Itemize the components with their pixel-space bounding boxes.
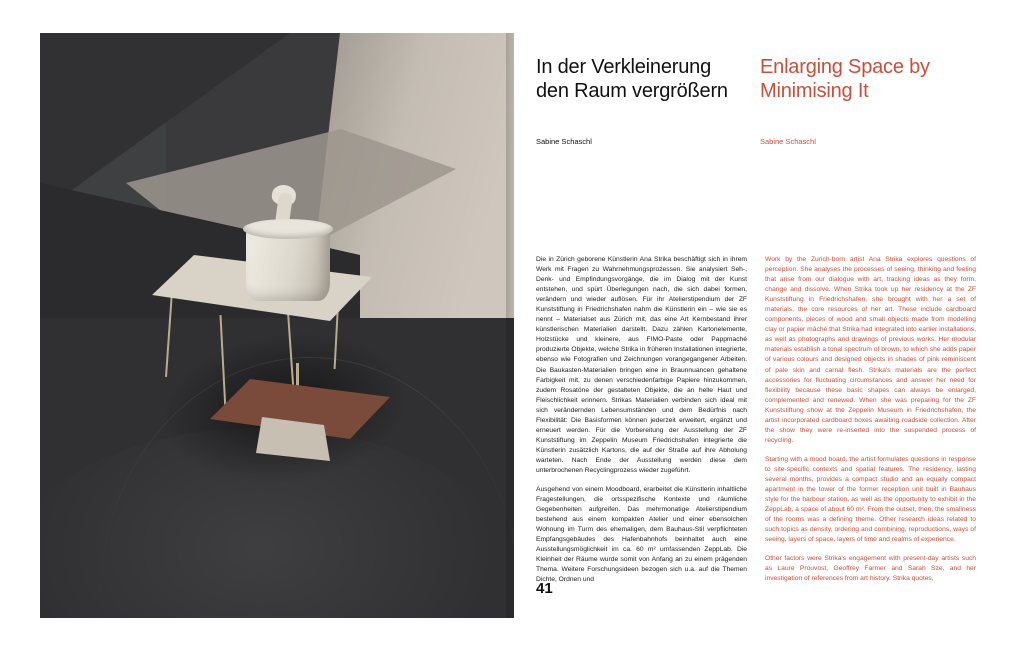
body-paragraph: Die in Zürich geborene Künstlerin Ana Strika beschäftigt sich in ihrem Werk mit Fragen zu Wahrnehmungsprozessen. Sie analysiert Seh-, Denk- und Empfindungsvorgänge, die im Dialog mit der Kunst entstehen, und spürt Überlegungen nach, die sich dabei formen, verändern und wieder auflösen. Für ihr Atelierstipendium der ZF Kunststiftung in Friedrichshafen nahm die Künstlerin ein – wie sie es nennt – Materialset aus Zürich mit, das eine Art Kernbestand ihrer künstlerischen Materialien darstellt. Dazu zählen Kartonelemente, Holzstücke und kleinere, aus FIMO-Paste oder Pappmaché produzierte Objekte, welche Strika in früheren Installationen integrierte, ebenso wie Fotografien und Zeichnungen vorangegangener Arbeiten. Die Baukasten-Materialien bringen eine in Braunnuancen gehaltene Farbigkeit mit, zu denen verschiedenfarbige Papiere hinzukommen, zudem Rosatöne der gestalteten Objekte, die an helle Haut und Fleischlichkeit erinnern. Strikas Materialien verbinden sich ideal mit sich verändernden Lebensumständen und dem Bedürfnis nach Flexibilität: Die Basisformen können jederzeit erweitert, ergänzt und erneuert werden. Für die Vorbereitung der Ausstellung der ZF Kunststiftung im Zeppelin Museum Friedrichshafen integrierte die Künstlerin zusätzlich Kartons, die auf der Straße auf ihre Abholung warteten. Nach Ende der Ausstellung werden diese dem unterbrochenen Recyclingprozess wieder zugeführt. [536, 256, 747, 474]
right-page-text [514, 33, 984, 618]
page-title-english: Enlarging Space by Minimising It [760, 56, 930, 103]
page-title-german: In der Verkleinerung den Raum vergrößern [536, 56, 728, 103]
body-paragraph: Other factors were Strika's engagement with present-day artists such as Laure Prouvost, Geoffrey Farmer and Sarah Sze, and her investigation of references from art history. Strika quotes, [765, 555, 976, 583]
body-column-english [765, 255, 976, 595]
left-page-photograph [40, 33, 514, 618]
body-paragraph: Work by the Zurich-born artist Ana Strika explores questions of perception. She analyses the processes of seeing, thinking and feeling that arise from our dialogue with art, tracking ideas as they form, change and dissolve. When Strika took up her residency at the ZF Kunststiftung in Friedrichshafen, she brought with her a set of materials, the core resources of her art. These include cardboard components, pieces of wood and small objects made from modelling clay or papier mâché that Strika had integrated into earlier installations, as well as photographs and drawings of previous works. Her modular materials establish a tonal spectrum of brown, to which she adds paper of various colours and designed objects in shades of pink reminiscent of pale skin and carnal flesh. Strika's materials are the perfect accessories for fluctuating circumstances and answer her need for flexibility because these basic shapes can always be enlarged, complemented and renewed. When she was preparing for the ZF Kunststiftung show at the Zeppelin Museum in Friedrichshafen, the artist incorporated cardboard boxes awaiting roadside collection. After the show they were re-inserted into the suspended process of recycling. [765, 256, 976, 444]
body-column-german [536, 255, 747, 595]
page-number: 41 [536, 580, 553, 597]
author-german: Sabine Schaschl [536, 137, 592, 146]
author-english: Sabine Schaschl [760, 137, 816, 146]
body-paragraph: Starting with a mood board, the artist formulates questions in response to site-specific contexts and spatial features. The residency, lasting several months, provides a compact studio and an equally compact apartment in the tower of the former reception unit built in Bauhaus style for the harbour station, as well as the opportunity to exhibit in the ZeppLab, a space of about 60 m². From the outset, then, the smallness of the rooms was a defining theme. Other research ideas related to such topics as density, ordering and combining, reproductions, ways of seeing, layers of space, layers of time and realms of experience. [765, 455, 976, 544]
body-columns [536, 255, 976, 595]
title-row [536, 55, 970, 104]
body-paragraph: Ausgehend von einem Moodboard, erarbeitet die Künstlerin inhaltliche Fragestellungen, die ortsspezifische Kontexte und räumliche Gegebenheiten aufgreifen. Das mehrmonatige Atelierstipendium bestehend aus einem kompakten Atelier und einer ebensolchen Wohnung im Turm des ehemaligen, dem Bauhaus-Stil verpflichteten Empfangsgebäudes des Hafenbahnhofs beinhaltet auch eine Ausstellungsmöglichkeit im ca. 60 m² umfassenden ZeppLab. Die Kleinheit der Räume wurde somit von Anfang an zu einem prägenden Thema. Weitere Forschungsideen bezogen sich u.a. auf die Themen Dichte, Ordnen und [536, 486, 747, 584]
author-row [536, 137, 970, 146]
photo-vessel-rim [243, 219, 333, 239]
